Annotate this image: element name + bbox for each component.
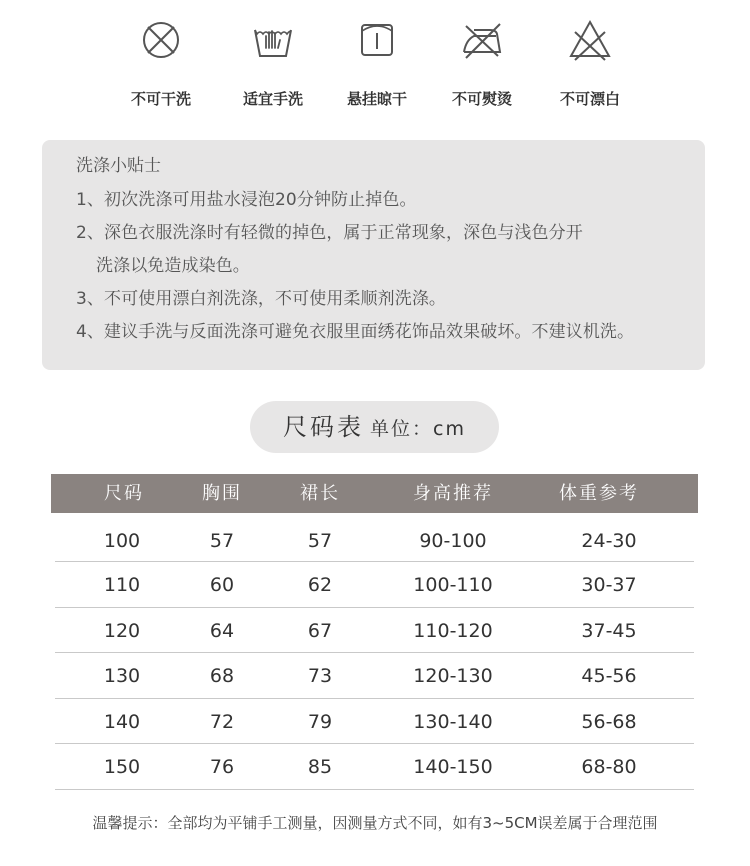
header-size: 尺码	[104, 483, 144, 504]
care-label: 悬挂晾干	[346, 90, 407, 108]
header-chest: 胸围	[202, 483, 242, 504]
tip-4: 4、建议手洗与反面洗涤可避免衣服里面绣花饰品效果破坏。不建议机洗。	[76, 322, 635, 342]
cell-length: 85	[307, 756, 333, 778]
size-chart-unit: 单位：cm	[370, 418, 466, 440]
table-row	[55, 513, 694, 562]
cell-weight: 45-56	[581, 665, 637, 687]
size-chart-heading: 尺码表	[283, 413, 365, 441]
cell-size: 110	[103, 574, 141, 596]
cell-weight: 30-37	[581, 574, 637, 596]
cell-size: 140	[103, 710, 141, 733]
cell-length: 73	[307, 665, 333, 687]
header-length: 裙长	[300, 483, 340, 504]
cell-height: 110-120	[413, 619, 493, 642]
cell-chest: 60	[209, 574, 235, 596]
table-header	[51, 474, 698, 513]
cell-weight: 37-45	[581, 619, 637, 642]
tip-1: 1、初次洗涤可用盐水浸泡20分钟防止掉色。	[76, 190, 417, 210]
cell-chest: 76	[209, 756, 235, 778]
cell-length: 79	[307, 710, 333, 733]
no-iron-icon	[460, 18, 504, 62]
table-row	[55, 562, 694, 608]
size-chart-title	[250, 401, 499, 453]
care-label: 不可漂白	[559, 90, 620, 108]
table-row	[55, 608, 694, 654]
care-no-iron	[427, 18, 537, 109]
cell-height: 90-100	[419, 530, 487, 552]
hand-wash-icon	[251, 18, 295, 62]
no-dry-clean-icon	[139, 18, 183, 62]
cell-weight: 56-68	[581, 710, 637, 733]
cell-height: 130-140	[413, 710, 493, 733]
care-instructions	[0, 18, 750, 118]
measurement-note: 温馨提示：全部均为平铺手工测量，因测量方式不同，如有3~5CM误差属于合理范围	[92, 814, 658, 832]
table-row	[55, 699, 694, 745]
washing-tips	[42, 140, 705, 370]
table-row	[55, 653, 694, 699]
tip-3: 3、不可使用漂白剂洗涤，不可使用柔顺剂洗涤。	[76, 289, 447, 309]
hang-dry-icon	[355, 18, 399, 62]
size-table	[51, 474, 698, 790]
care-hang-dry	[322, 18, 432, 109]
tips-title: 洗涤小贴士	[76, 156, 161, 176]
cell-height: 120-130	[413, 665, 493, 687]
cell-chest: 68	[209, 665, 235, 687]
care-hand-wash	[218, 18, 328, 109]
cell-size: 120	[103, 619, 141, 642]
cell-size: 100	[103, 530, 141, 552]
table-row	[55, 744, 694, 790]
cell-height: 100-110	[413, 574, 493, 596]
cell-weight: 68-80	[581, 756, 637, 778]
care-label: 适宜手洗	[242, 90, 303, 108]
cell-length: 57	[307, 530, 333, 552]
cell-chest: 57	[209, 530, 235, 552]
cell-size: 130	[103, 665, 141, 687]
tip-2-continued: 洗涤以免造成染色。	[96, 256, 250, 276]
cell-chest: 64	[209, 619, 235, 642]
cell-size: 150	[103, 756, 141, 778]
cell-weight: 24-30	[581, 530, 637, 552]
no-bleach-icon	[568, 18, 612, 62]
care-no-dry-clean	[106, 18, 216, 109]
cell-length: 67	[307, 619, 333, 642]
header-height: 身高推荐	[413, 483, 493, 504]
care-label: 不可干洗	[130, 90, 191, 108]
care-no-bleach	[535, 18, 645, 109]
tip-2: 2、深色衣服洗涤时有轻微的掉色，属于正常现象，深色与浅色分开	[76, 223, 583, 243]
cell-length: 62	[307, 574, 333, 596]
cell-chest: 72	[209, 710, 235, 733]
table-body	[51, 513, 698, 790]
cell-height: 140-150	[413, 756, 493, 778]
header-weight: 体重参考	[559, 483, 639, 504]
care-label: 不可熨烫	[451, 90, 512, 108]
